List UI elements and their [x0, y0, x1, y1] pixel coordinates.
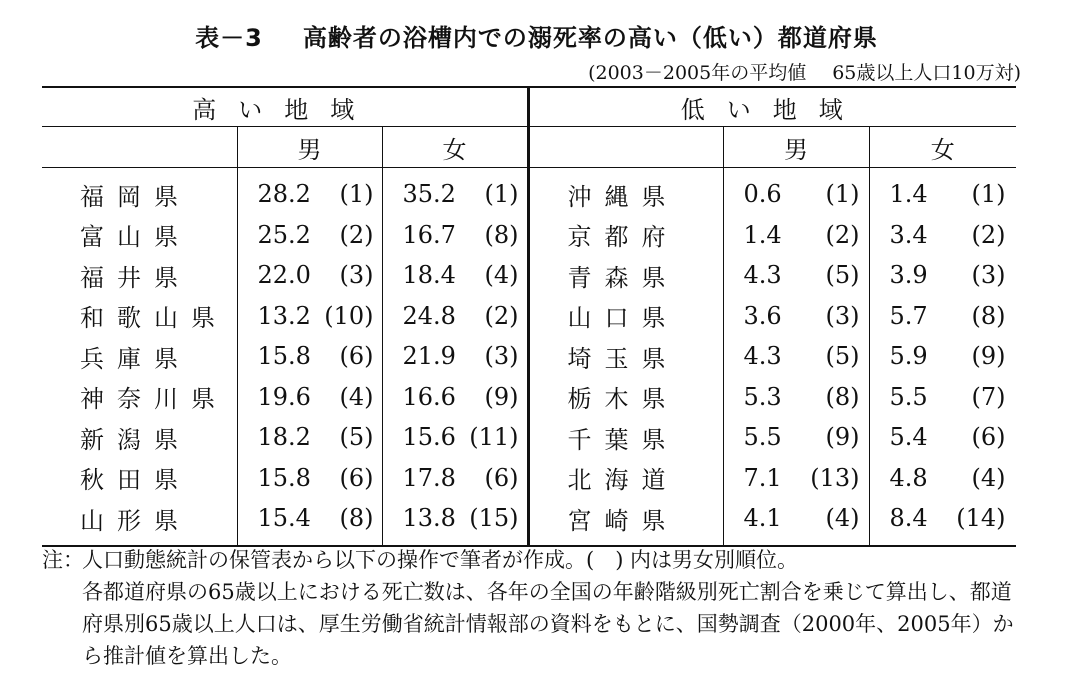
- male-value: 18.2: [257, 423, 311, 452]
- prefecture-name: 沖縄県: [567, 182, 679, 211]
- table-row: [42, 296, 1016, 337]
- subtitle-period: (2003－2005年の平均値: [588, 62, 807, 84]
- female-rank: (9): [484, 382, 519, 411]
- prefecture-name: 青森県: [567, 263, 679, 292]
- footnote-line-2: 各都道府県の65歳以上における死亡数は、各年の全国の年齢階級別死亡割合を乗じて算出し、都道府県別65歳以上人口は、厚生労働省統計情報部の資料をもとに、国勢調査（2000年、2005年）から推計値を算出した。: [82, 580, 1014, 668]
- female-rank: (8): [484, 220, 519, 249]
- male-value: 15.8: [257, 463, 311, 492]
- female-cell: [869, 417, 1016, 458]
- male-value: 13.2: [257, 301, 311, 330]
- male-cell: [237, 296, 382, 337]
- female-value: 3.9: [889, 261, 928, 290]
- footnote-line-1: 人口動態統計の保管表から以下の操作で筆者が作成。( ) 内は男女別順位。: [82, 548, 799, 572]
- table-row: [42, 255, 1016, 296]
- prefecture-name: 宮崎県: [528, 498, 723, 546]
- male-value: 25.2: [257, 220, 311, 249]
- male-rank: (2): [339, 220, 374, 249]
- male-value: 0.6: [743, 180, 782, 209]
- female-cell: [382, 296, 528, 337]
- male-rank: (8): [825, 382, 860, 411]
- male-value: 5.3: [743, 382, 782, 411]
- male-cell: [723, 215, 869, 256]
- table-row: [42, 458, 1016, 499]
- female-rank: (6): [971, 423, 1006, 452]
- table-body: [42, 168, 1016, 546]
- male-cell: [723, 458, 869, 499]
- male-value: 28.2: [257, 180, 311, 209]
- female-rank: (11): [469, 423, 519, 452]
- male-rank: (9): [825, 423, 860, 452]
- male-value: 5.5: [743, 423, 782, 452]
- female-cell: [869, 255, 1016, 296]
- male-value: 7.1: [743, 463, 782, 492]
- male-rank: (3): [339, 261, 374, 290]
- header-male-low: 男: [723, 127, 869, 168]
- male-cell: [723, 417, 869, 458]
- prefecture-name: 福井県: [80, 263, 191, 292]
- female-cell: [382, 417, 528, 458]
- prefecture-name: 山形県: [42, 498, 237, 546]
- prefecture-name: 埼玉県: [567, 344, 679, 373]
- table-number: 表－3: [195, 24, 263, 52]
- table-subtitle: [588, 58, 1021, 85]
- male-value: 15.4: [257, 504, 311, 533]
- male-rank: (8): [339, 504, 374, 533]
- header-female-low: 女: [869, 127, 1016, 168]
- female-value: 16.6: [402, 382, 456, 411]
- female-value: 13.8: [402, 504, 456, 533]
- male-value: 22.0: [257, 261, 311, 290]
- male-cell: [237, 336, 382, 377]
- male-rank: (1): [339, 180, 374, 209]
- female-cell: [382, 377, 528, 418]
- footnote-label: 注：: [42, 548, 84, 572]
- male-rank: (3): [825, 301, 860, 330]
- female-cell: [869, 296, 1016, 337]
- footnote: [42, 544, 1032, 672]
- female-cell: [869, 498, 1016, 546]
- table-title-text: 高齢者の浴槽内での溺死率の高い（低い）都道府県: [302, 24, 878, 52]
- female-value: 1.4: [889, 180, 928, 209]
- female-cell: [382, 255, 528, 296]
- female-cell: [869, 168, 1016, 215]
- female-rank: (4): [971, 463, 1006, 492]
- female-rank: (7): [971, 382, 1006, 411]
- female-value: 15.6: [402, 423, 456, 452]
- header-high-region: 高い地域: [42, 87, 528, 127]
- female-value: 18.4: [402, 261, 456, 290]
- header-blank-high: [42, 127, 237, 168]
- female-cell: [382, 498, 528, 546]
- female-value: 5.5: [889, 382, 928, 411]
- female-cell: [382, 336, 528, 377]
- table-row: [42, 417, 1016, 458]
- female-cell: [382, 168, 528, 215]
- female-value: 35.2: [402, 180, 456, 209]
- table-row: [42, 498, 1016, 546]
- male-cell: [723, 336, 869, 377]
- female-cell: [382, 458, 528, 499]
- female-rank: (3): [484, 342, 519, 371]
- male-rank: (5): [825, 342, 860, 371]
- male-rank: (5): [339, 423, 374, 452]
- female-value: 4.8: [889, 463, 928, 492]
- male-cell: [237, 498, 382, 546]
- female-rank: (1): [484, 180, 519, 209]
- prefecture-name: 富山県: [80, 223, 191, 252]
- female-value: 5.7: [889, 301, 928, 330]
- subtitle-unit: 65歳以上人口10万対): [832, 62, 1021, 84]
- male-cell: [723, 377, 869, 418]
- female-rank: (9): [971, 342, 1006, 371]
- male-value: 19.6: [257, 382, 311, 411]
- female-value: 21.9: [402, 342, 456, 371]
- female-value: 16.7: [402, 220, 456, 249]
- female-cell: [869, 458, 1016, 499]
- male-rank: (2): [825, 220, 860, 249]
- female-rank: (15): [469, 504, 519, 533]
- male-cell: [237, 168, 382, 215]
- female-rank: (8): [971, 301, 1006, 330]
- female-value: 24.8: [402, 301, 456, 330]
- male-value: 1.4: [743, 220, 782, 249]
- header-blank-low: [528, 127, 723, 168]
- female-rank: (1): [971, 180, 1006, 209]
- table-row: [42, 215, 1016, 256]
- header-row-sex: [42, 127, 1016, 168]
- drowning-rate-table: [42, 86, 1016, 547]
- header-male-high: 男: [237, 127, 382, 168]
- female-rank: (14): [956, 504, 1006, 533]
- female-rank: (2): [484, 301, 519, 330]
- male-rank: (4): [339, 382, 374, 411]
- male-cell: [237, 458, 382, 499]
- male-cell: [723, 498, 869, 546]
- female-rank: (2): [971, 220, 1006, 249]
- male-cell: [237, 255, 382, 296]
- female-cell: [869, 215, 1016, 256]
- female-value: 5.9: [889, 342, 928, 371]
- female-value: 3.4: [889, 220, 928, 249]
- prefecture-name: 和歌山県: [80, 304, 228, 333]
- female-value: 8.4: [889, 504, 928, 533]
- male-rank: (13): [810, 463, 860, 492]
- header-female-high: 女: [382, 127, 528, 168]
- female-rank: (6): [484, 463, 519, 492]
- prefecture-name: 北海道: [567, 466, 679, 495]
- male-value: 4.3: [743, 261, 782, 290]
- female-cell: [382, 215, 528, 256]
- male-rank: (1): [825, 180, 860, 209]
- table-row: [42, 377, 1016, 418]
- prefecture-name: 福岡県: [80, 182, 191, 211]
- male-cell: [723, 168, 869, 215]
- prefecture-name: 京都府: [567, 223, 679, 252]
- male-value: 3.6: [743, 301, 782, 330]
- header-row-region: [42, 87, 1016, 127]
- prefecture-name: 山口県: [567, 304, 679, 333]
- female-value: 5.4: [889, 423, 928, 452]
- table-row: [42, 336, 1016, 377]
- prefecture-name: 栃木県: [567, 385, 679, 414]
- male-rank: (4): [825, 504, 860, 533]
- male-value: 15.8: [257, 342, 311, 371]
- male-cell: [237, 417, 382, 458]
- prefecture-name: 千葉県: [567, 425, 679, 454]
- header-low-region: 低い地域: [528, 87, 1016, 127]
- male-rank: (6): [339, 463, 374, 492]
- male-rank: (6): [339, 342, 374, 371]
- male-cell: [237, 215, 382, 256]
- female-cell: [869, 377, 1016, 418]
- table-row: [42, 168, 1016, 215]
- prefecture-name: 秋田県: [80, 466, 191, 495]
- female-rank: (3): [971, 261, 1006, 290]
- female-value: 17.8: [402, 463, 456, 492]
- female-cell: [869, 336, 1016, 377]
- male-value: 4.3: [743, 342, 782, 371]
- male-value: 4.1: [743, 504, 782, 533]
- table-title: [0, 18, 1073, 53]
- male-cell: [723, 296, 869, 337]
- female-rank: (4): [484, 261, 519, 290]
- male-rank: (5): [825, 261, 860, 290]
- male-cell: [237, 377, 382, 418]
- prefecture-name: 兵庫県: [80, 344, 191, 373]
- male-rank: (10): [324, 301, 374, 330]
- prefecture-name: 新潟県: [80, 425, 191, 454]
- male-cell: [723, 255, 869, 296]
- prefecture-name: 神奈川県: [80, 385, 228, 414]
